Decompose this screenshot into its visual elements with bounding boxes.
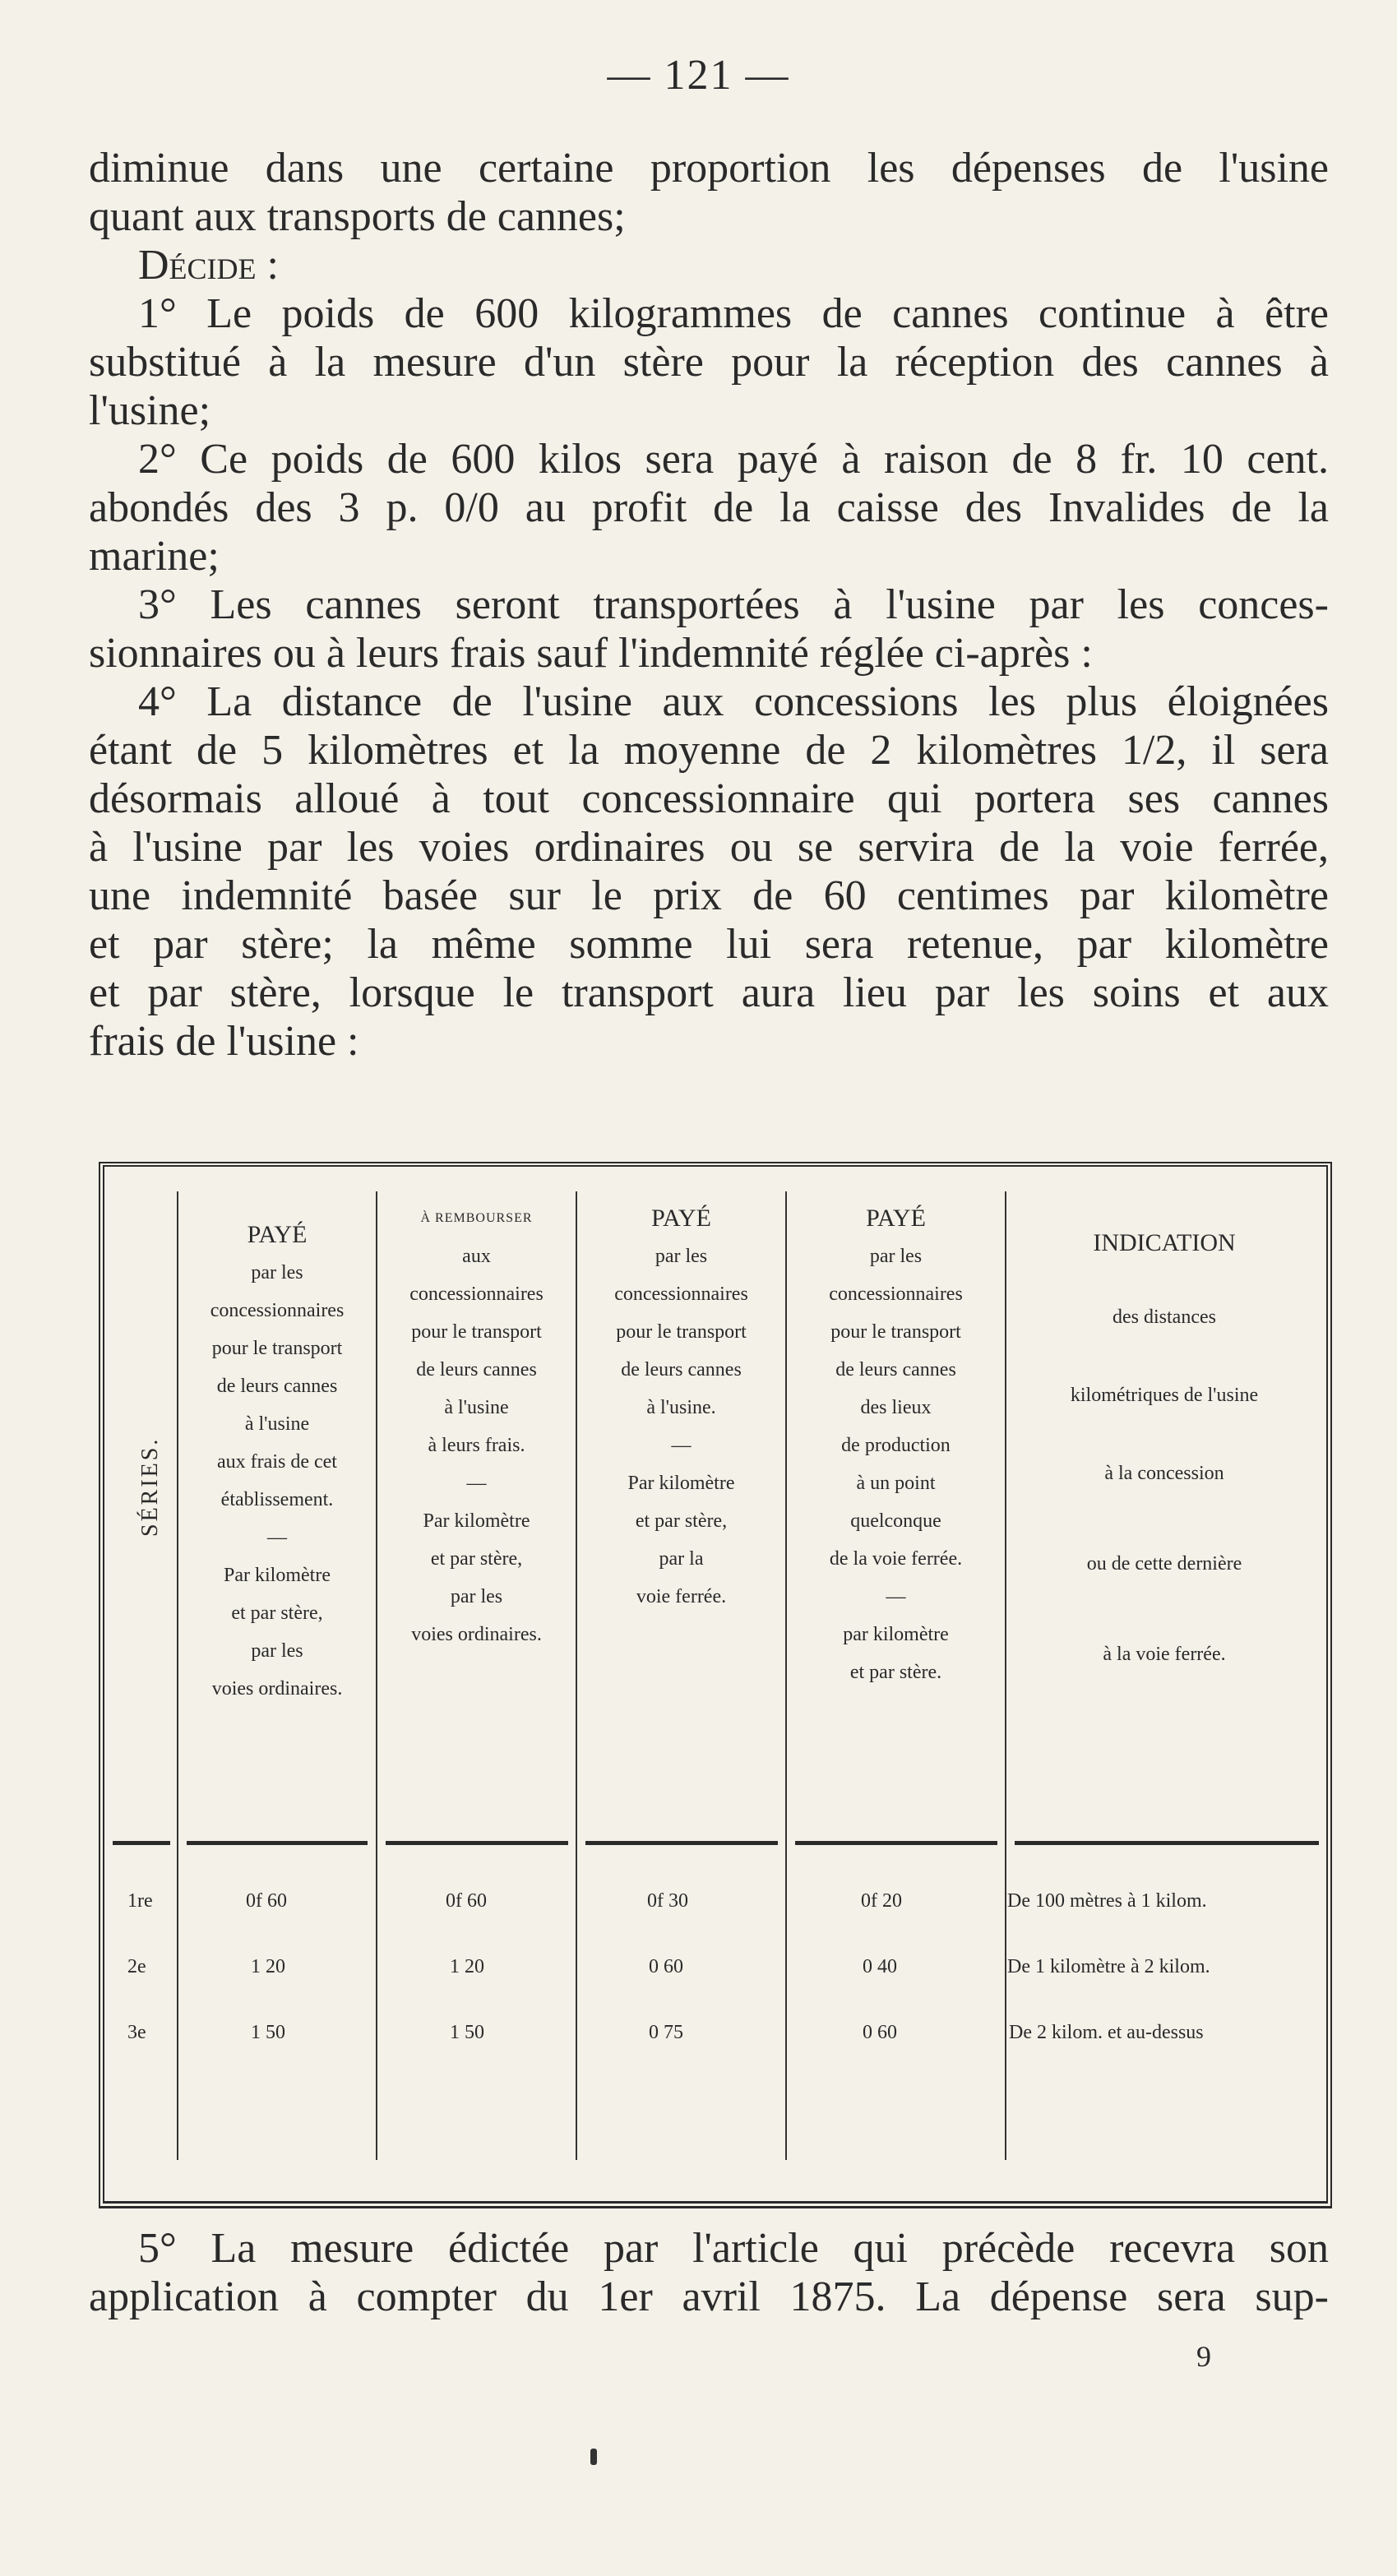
header-line: Par kilomètre: [423, 1510, 530, 1532]
header-line: pour le transport: [830, 1321, 961, 1343]
header-line: de leurs cannes: [621, 1359, 742, 1380]
rate-cell: 1 50: [251, 2022, 285, 2043]
header-line: PAYÉ: [866, 1205, 926, 1232]
signature-mark: 9: [1196, 2340, 1211, 2373]
header-distance: [1008, 1224, 1321, 1673]
header-rule: [187, 1841, 368, 1845]
header-line: par les: [251, 1640, 303, 1662]
header-line: quelconque: [850, 1510, 941, 1532]
text-line: 3° Les cannes seront transportées à l'usine par les conces-: [138, 581, 1329, 628]
header-line: par la: [659, 1548, 704, 1570]
text-line: 2° Ce poids de 600 kilos sera payé à raison de 8 fr. 10 cent.: [138, 436, 1329, 483]
header-line: à l'usine: [244, 1413, 310, 1435]
body-text: [89, 144, 1329, 1066]
header-line: à l'usine.: [646, 1397, 716, 1418]
text-line: 5° La mesure édictée par l'article qui précède recevra son: [138, 2225, 1329, 2272]
header-paid-production: [789, 1200, 1003, 1691]
header-rule: [585, 1841, 778, 1845]
header-rule: [795, 1841, 997, 1845]
header-line: établissement.: [220, 1489, 334, 1510]
header-line: de leurs cannes: [416, 1359, 537, 1380]
text-line: frais de l'usine :: [89, 1018, 359, 1065]
text-line: 4° La distance de l'usine aux concessions les plus éloignées: [138, 678, 1329, 725]
series-header: SÉRIES.: [137, 1436, 163, 1537]
column-divider: [1005, 1191, 1006, 2160]
text-line: quant aux transports de cannes;: [89, 193, 626, 240]
header-line: des distances: [1113, 1306, 1216, 1328]
header-line: par les: [655, 1246, 708, 1267]
header-paid-ordinary: [180, 1216, 374, 1708]
text-line: et par stère; la même somme lui sera retenue, par kilomètre: [89, 921, 1329, 968]
rate-cell: 0 40: [863, 1956, 897, 1977]
distance-cell: De 1 kilomètre à 2 kilom.: [1007, 1956, 1210, 1977]
header-line: de la voie ferrée.: [829, 1548, 963, 1570]
text-line: étant de 5 kilomètres et la moyenne de 2 kilomètres 1/2, il sera: [89, 727, 1329, 774]
header-line: concessionnaires: [409, 1283, 544, 1305]
header-line: Par kilomètre: [627, 1473, 735, 1494]
header-line: concessionnaires: [210, 1300, 345, 1321]
distance-cell: De 2 kilom. et au-dessus: [1009, 2022, 1204, 2043]
header-line: aux frais de cet: [217, 1451, 337, 1473]
decide-heading: Décide :: [138, 242, 279, 289]
column-divider: [376, 1191, 377, 2160]
rate-cell: 0f 30: [647, 1890, 688, 1912]
header-line: à un point: [856, 1473, 936, 1494]
header-line: voie ferrée.: [636, 1586, 727, 1607]
rate-cell: 0f 60: [446, 1890, 487, 1912]
header-paid-railway: [579, 1200, 784, 1616]
header-line: —: [466, 1473, 487, 1494]
header-line: Par kilomètre: [224, 1565, 331, 1586]
header-line: à l'usine: [444, 1397, 509, 1418]
rate-cell: 0f 20: [861, 1890, 902, 1912]
header-line: de leurs cannes: [835, 1359, 956, 1380]
header-line: aux: [462, 1246, 491, 1267]
header-line: de production: [841, 1435, 951, 1456]
header-line: et par stère.: [849, 1662, 942, 1683]
rate-cell: 0 75: [649, 2022, 683, 2043]
text-line: une indemnité basée sur le prix de 60 centimes par kilomètre: [89, 872, 1329, 919]
closing-text: [89, 2224, 1329, 2321]
rate-cell: 1 20: [450, 1956, 484, 1977]
header-line: à la voie ferrée.: [1103, 1644, 1226, 1665]
header-line: ou de cette dernière: [1086, 1553, 1242, 1575]
header-line: PAYÉ: [651, 1205, 711, 1232]
text-line: et par stère, lorsque le transport aura lieu par les soins et aux: [89, 969, 1329, 1016]
header-line: À REMBOURSER: [420, 1211, 533, 1225]
header-line: —: [886, 1586, 906, 1607]
text-line: application à compter du 1er avril 1875. La dépense sera sup-: [89, 2273, 1329, 2320]
header-line: kilométriques de l'usine: [1070, 1385, 1259, 1406]
text-line: à l'usine par les voies ordinaires ou se servira de la voie ferrée,: [89, 824, 1329, 871]
header-line: pour le transport: [411, 1321, 542, 1343]
header-line: INDICATION: [1093, 1229, 1236, 1256]
header-line: pour le transport: [211, 1338, 343, 1359]
page-number: — 121 —: [607, 52, 790, 99]
rate-cell: 1 20: [251, 1956, 285, 1977]
text-line: diminue dans une certaine proportion les dépenses de l'usine: [89, 145, 1329, 192]
header-line: à leurs frais.: [428, 1435, 525, 1456]
distance-cell: De 100 mètres à 1 kilom.: [1007, 1890, 1207, 1912]
header-line: par les: [251, 1262, 303, 1283]
header-line: et par stère,: [430, 1548, 523, 1570]
rate-cell: 0 60: [863, 2022, 897, 2043]
header-line: concessionnaires: [829, 1283, 963, 1305]
text-line: désormais alloué à tout concessionnaire qui portera ses cannes: [89, 775, 1329, 822]
series-cell: 3e: [127, 2022, 146, 2043]
text-line: 1° Le poids de 600 kilogrammes de cannes continue à être: [138, 290, 1329, 337]
header-line: et par stère,: [231, 1602, 323, 1624]
header-rule: [113, 1841, 170, 1845]
header-line: —: [671, 1435, 692, 1456]
ink-speck: [590, 2449, 597, 2465]
column-divider: [177, 1191, 178, 2160]
header-line: PAYÉ: [247, 1221, 308, 1248]
rate-cell: 0f 60: [246, 1890, 287, 1912]
text-line: sionnaires ou à leurs frais sauf l'indemnité réglée ci-après :: [89, 630, 1093, 677]
header-line: voies ordinaires.: [411, 1624, 542, 1645]
text-line: marine;: [89, 533, 220, 580]
header-line: des lieux: [860, 1397, 932, 1418]
column-divider: [576, 1191, 577, 2160]
header-line: pour le transport: [616, 1321, 747, 1343]
header-line: par les: [450, 1586, 503, 1607]
text-line: abondés des 3 p. 0/0 au profit de la caisse des Invalides de la: [89, 484, 1329, 531]
header-line: concessionnaires: [614, 1283, 748, 1305]
header-rule: [386, 1841, 568, 1845]
header-line: à la concession: [1104, 1463, 1224, 1484]
series-cell: 1re: [127, 1890, 153, 1912]
header-reimburse: [379, 1200, 574, 1653]
transport-rates-table: [99, 1162, 1332, 2208]
header-line: et par stère,: [635, 1510, 728, 1532]
header-line: de leurs cannes: [216, 1376, 338, 1397]
column-divider: [785, 1191, 787, 2160]
header-line: —: [267, 1527, 287, 1548]
series-cell: 2e: [127, 1956, 146, 1977]
header-line: par kilomètre: [843, 1624, 949, 1645]
text-line: substitué à la mesure d'un stère pour la réception des cannes à: [89, 339, 1329, 386]
rate-cell: 1 50: [450, 2022, 484, 2043]
text-line: l'usine;: [89, 387, 211, 434]
rate-cell: 0 60: [649, 1956, 683, 1977]
header-line: voies ordinaires.: [211, 1678, 343, 1700]
header-rule: [1015, 1841, 1319, 1845]
header-line: par les: [869, 1246, 923, 1267]
